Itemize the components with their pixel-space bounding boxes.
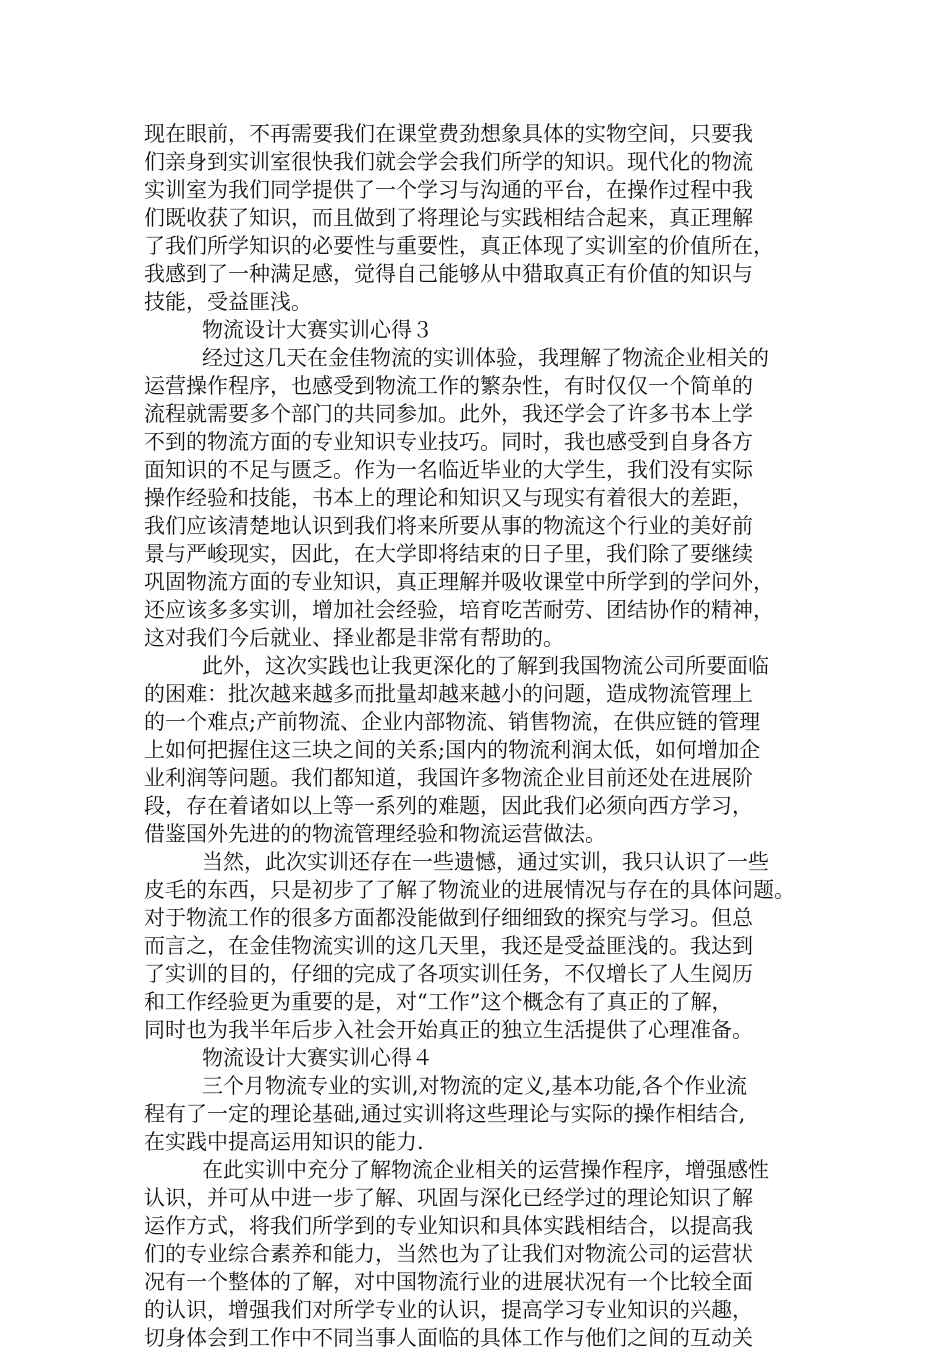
text-line: 在实践中提高运用知识的能力.	[144, 1130, 424, 1154]
text-line: 运营操作程序，也感受到物流工作的繁杂性，有时仅仅一个简单的	[144, 374, 753, 398]
text-line: 认识，并可从中进一步了解、巩固与深化已经学过的理论知识了解	[144, 1186, 753, 1210]
text-line: 和工作经验更为重要的是，对“工作”这个概念有了真正的了解，	[144, 990, 733, 1014]
text-line: 操作经验和技能，书本上的理论和知识又与现实有着很大的差距，	[144, 486, 753, 510]
text-line: 们既收获了知识，而且做到了将理论与实践相结合起来，真正理解	[144, 206, 753, 230]
text-line: 此外，这次实践也让我更深化的了解到我国物流公司所要面临	[202, 654, 769, 678]
text-line: 还应该多多实训，增加社会经验，培育吃苦耐劳、团结协作的精神，	[144, 598, 774, 622]
text-line: 我们应该清楚地认识到我们将来所要从事的物流这个行业的美好前	[144, 514, 753, 538]
text-line: 上如何把握住这三块之间的关系;国内的物流利润太低，如何增加企	[144, 738, 761, 762]
text-line: 三个月物流专业的实训,对物流的定义,基本功能,各个作业流	[202, 1074, 748, 1098]
text-line: 对于物流工作的很多方面都没能做到仔细细致的探究与学习。但总	[144, 906, 753, 930]
text-line: 运作方式，将我们所学到的专业知识和具体实践相结合，以提高我	[144, 1214, 753, 1238]
text-line: 的认识，增强我们对所学专业的认识，提高学习专业知识的兴趣，	[144, 1298, 753, 1322]
text-line: 而言之，在金佳物流实训的这几天里，我还是受益匪浅的。我达到	[144, 934, 753, 958]
text-line: 物流设计大赛实训心得４	[202, 1046, 433, 1070]
text-line: 面知识的不足与匮乏。作为一名临近毕业的大学生，我们没有实际	[144, 458, 753, 482]
text-line: 景与严峻现实，因此，在大学即将结束的日子里，我们除了要继续	[144, 542, 753, 566]
text-line: 现在眼前，不再需要我们在课堂费劲想象具体的实物空间，只要我	[144, 122, 753, 146]
text-line: 了我们所学知识的必要性与重要性，真正体现了实训室的价值所在，	[144, 234, 774, 258]
text-line: 况有一个整体的了解，对中国物流行业的进展状况有一个比较全面	[144, 1270, 753, 1294]
text-line: 段，存在着诸如以上等一系列的难题，因此我们必须向西方学习，	[144, 794, 753, 818]
text-line: 们的专业综合素养和能力，当然也为了让我们对物流公司的运营状	[144, 1242, 753, 1266]
text-line: 了实训的目的，仔细的完成了各项实训任务，不仅增长了人生阅历	[144, 962, 753, 986]
text-line: 流程就需要多个部门的共同参加。此外，我还学会了许多书本上学	[144, 402, 753, 426]
text-line: 切身体会到工作中不同当事人面临的具体工作与他们之间的互动关	[144, 1326, 753, 1350]
text-line: 皮毛的东西，只是初步了了解了物流业的进展情况与存在的具体问题。	[144, 878, 795, 902]
text-line: 经过这几天在金佳物流的实训体验，我理解了物流企业相关的	[202, 346, 769, 370]
document-body	[144, 120, 806, 1352]
text-line: 的困难：批次越来越多而批量却越来越小的问题，造成物流管理上	[144, 682, 753, 706]
text-line: 们亲身到实训室很快我们就会学会我们所学的知识。现代化的物流	[144, 150, 753, 174]
text-line: 借鉴国外先进的的物流管理经验和物流运营做法。	[144, 822, 606, 846]
text-line: 同时也为我半年后步入社会开始真正的独立生活提供了心理准备。	[144, 1018, 753, 1042]
text-line: 我感到了一种满足感，觉得自己能够从中猎取真正有价值的知识与	[144, 262, 753, 286]
text-line: 在此实训中充分了解物流企业相关的运营操作程序，增强感性	[202, 1158, 769, 1182]
text-line: 程有了一定的理论基础,通过实训将这些理论与实际的操作相结合,	[144, 1102, 746, 1126]
text-line: 物流设计大赛实训心得３	[202, 318, 433, 342]
text-line: 的一个难点;产前物流、企业内部物流、销售物流，在供应链的管理	[144, 710, 761, 734]
text-line: 技能，受益匪浅。	[144, 290, 312, 314]
text-line: 业利润等问题。我们都知道，我国许多物流企业目前还处在进展阶	[144, 766, 753, 790]
text-line: 当然，此次实训还存在一些遗憾，通过实训，我只认识了一些	[202, 850, 769, 874]
text-line: 这对我们今后就业、择业都是非常有帮助的。	[144, 626, 564, 650]
text-line: 实训室为我们同学提供了一个学习与沟通的平台，在操作过程中我	[144, 178, 753, 202]
text-line: 巩固物流方面的专业知识，真正理解并吸收课堂中所学到的学问外，	[144, 570, 774, 594]
text-line: 不到的物流方面的专业知识专业技巧。同时，我也感受到自身各方	[144, 430, 753, 454]
